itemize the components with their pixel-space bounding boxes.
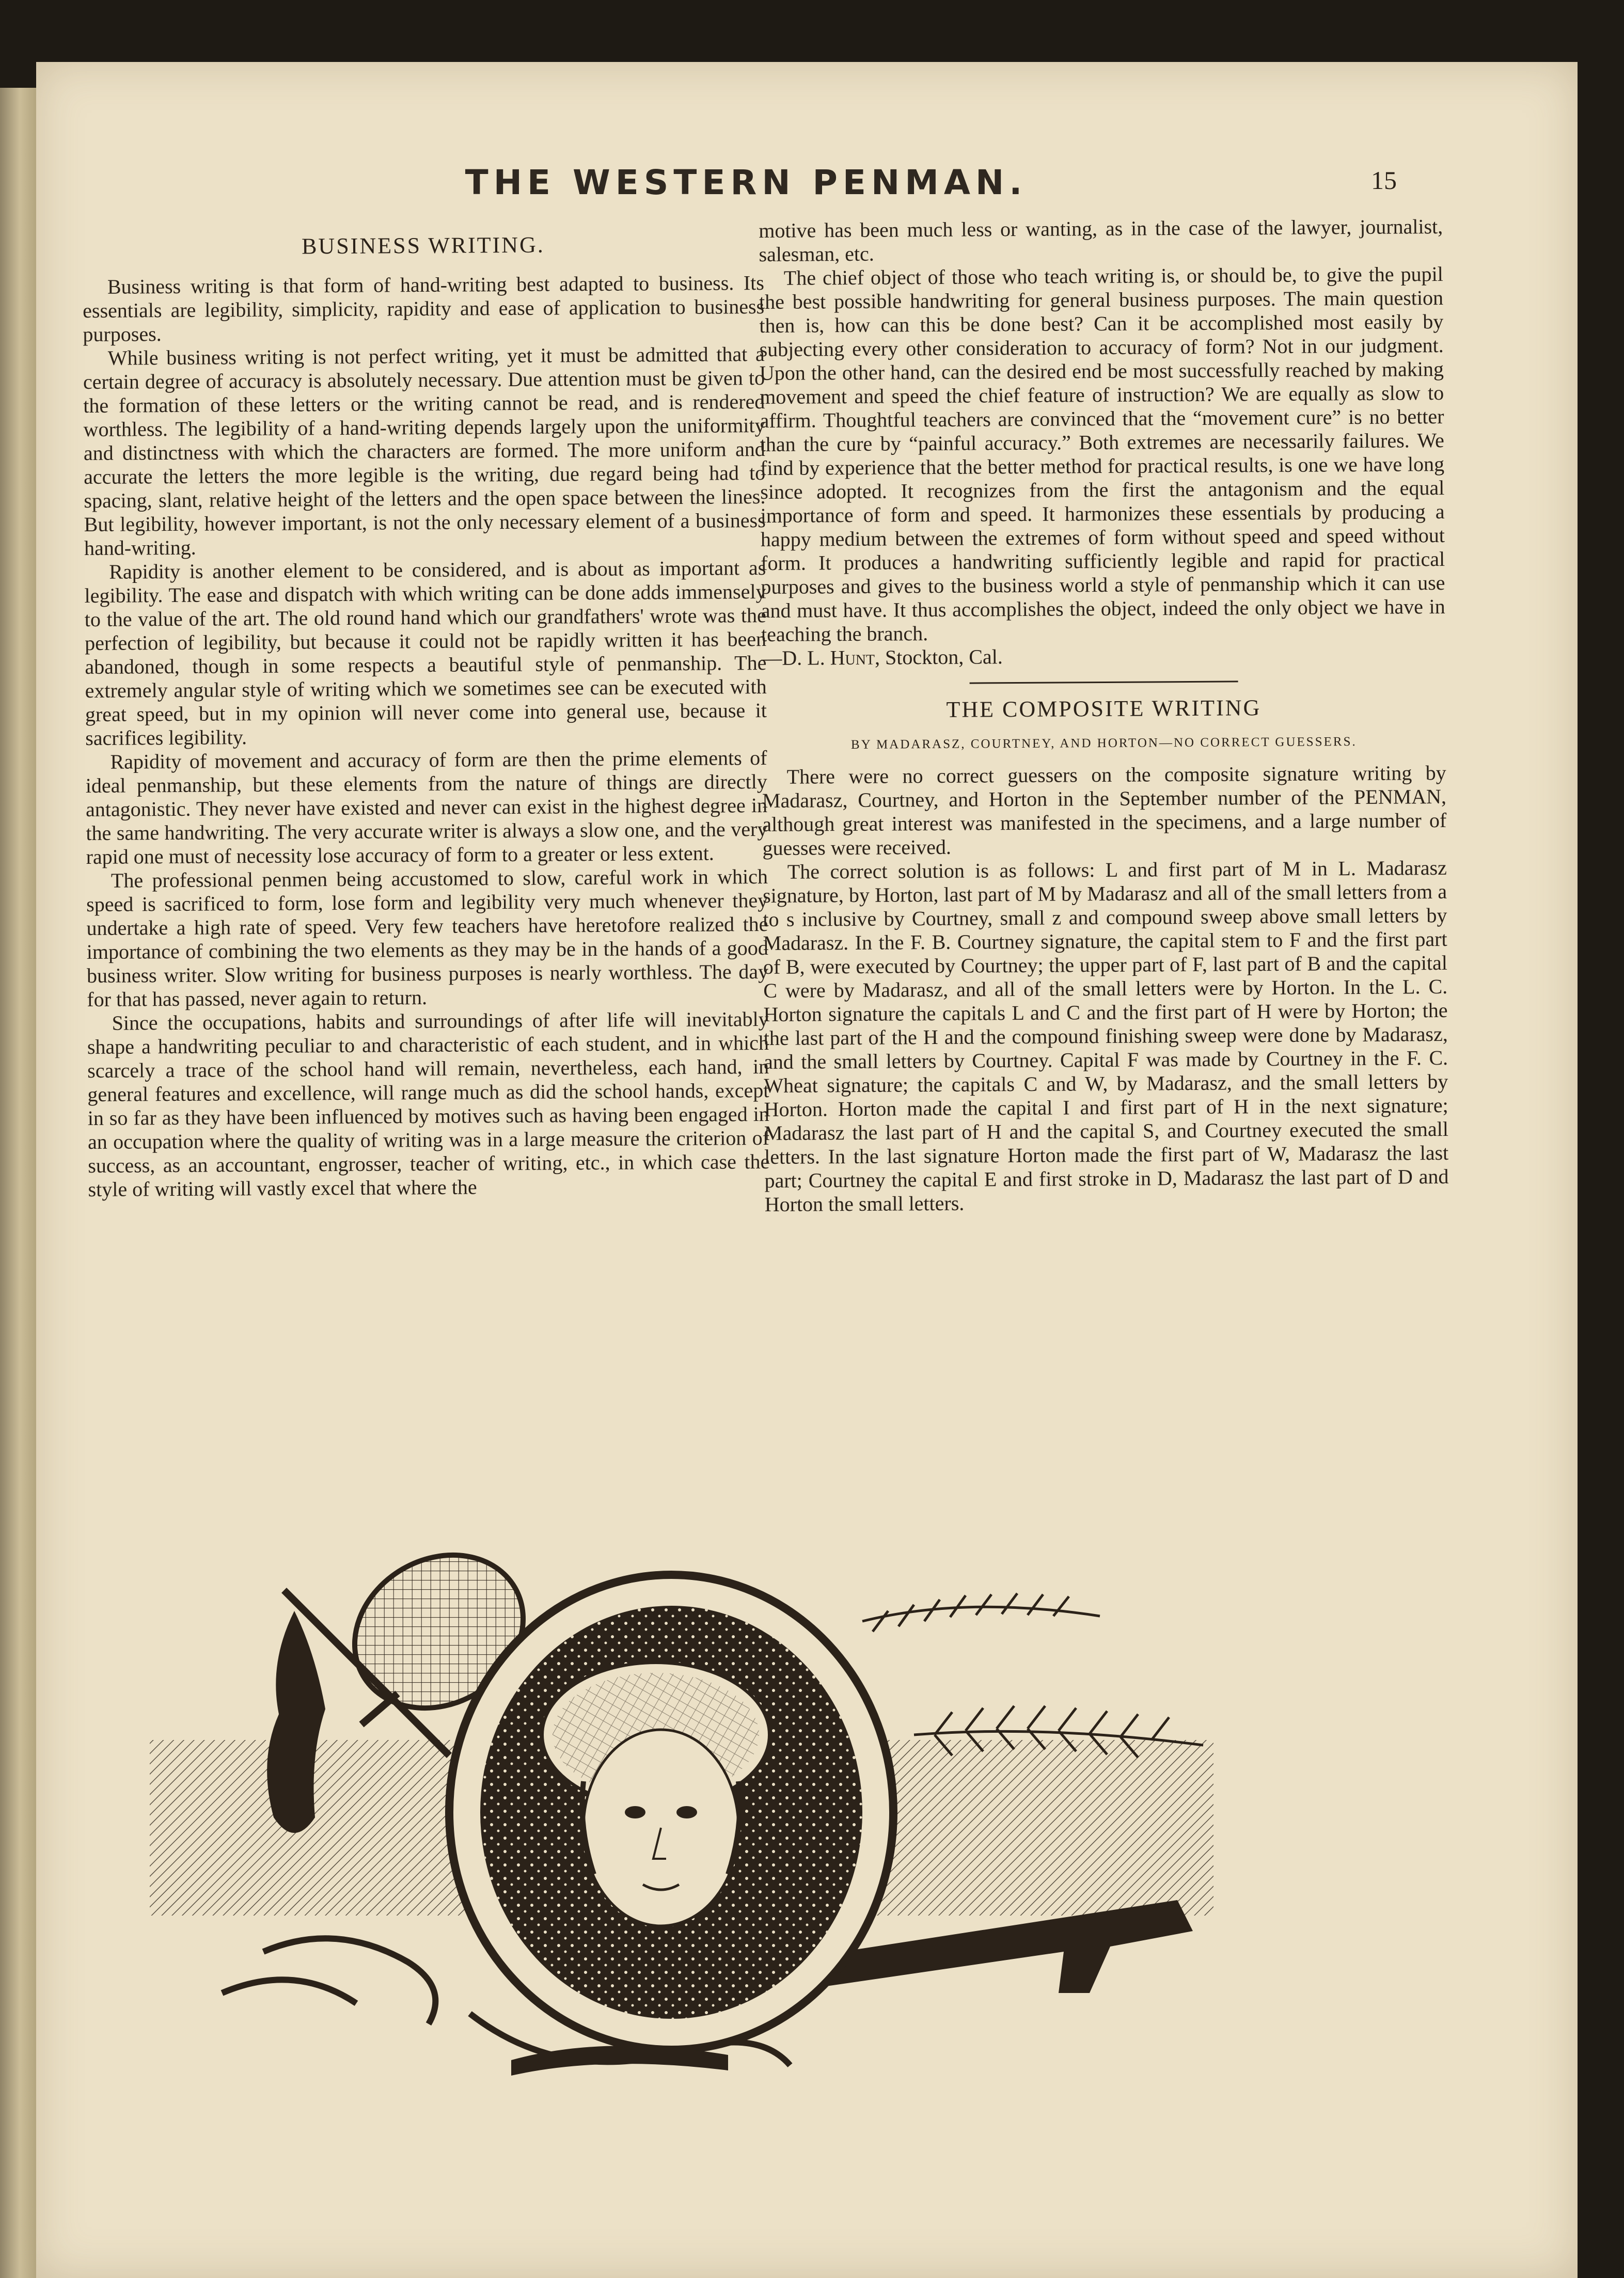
composite-writing-heading: THE COMPOSITE WRITING [946,695,1262,722]
adjacent-page-edge [0,88,36,2278]
author-signature [761,642,1445,670]
business-paragraph: Rapidity of movement and accuracy of form are then the prime elements of ideal penmanship, but these elements from the nature of things are directly antagonistic. They never have existed and never can exist in the highest degree in the same handwriting. The very accurate writer is always a slow one, and the very rapid one must of necessity lose accuracy of form to a greater or less extent. [85,746,768,869]
business-paragraph: Since the occupations, habits and surroundings of after life will inevitably shape a handwriting peculiar to and characteristic of each student, and in which scarcely a trace of the school hand will remain, nevertheless, each hand, in general features and excellence, will range much as did the school hands, except in so far as they have been influenced by motives such as having been engaged in an occupation where the quality of writing was in a large measure the criterion of success, as an accountant, engrosser, teacher of writing, etc., in which case the style of writing will vastly excel that where the [87,1007,770,1201]
business-continued-paragraph: The chief object of those who teach writing is, or should be, to give the pupil the best possible handwriting for general business purposes. The main question then is, how can this be done best? Can it be accomplished most easily by subjecting every other consideration to accuracy of form? Not in our judgment. Upon the other hand, can the desired end be most successfully reached by making movement and speed the chief feature of instruction? We are equally as slow to affirm. Thoughtful teachers are convinced that the “movement cure” is no better than the cure by “painful accuracy.” Both extremes are necessarily failures. We find by experience that the better method for practical results, is one we have long since adopted. It recognizes from the first the antagonism and the equal importance of form and speed. It harmonizes these essentials by producing a happy medium between the extremes of form without speed and speed without form. It produces a handwriting sufficiently legible and rapid for practical purposes and gives to the business world a style of penmanship which it can use and must have. It thus accomplishes the object, indeed the only object we have in teaching the branch. [759,262,1445,646]
left-column [82,230,769,1201]
page-number: 15 [1371,166,1397,195]
composite-paragraph: There were no correct guessers on the composite signature writing by Madarasz, Courtney, and Horton in the September number of the PENMAN, although great interest was manifested in the specimens, and a large number of guesses were received. [762,761,1447,860]
right-column [759,215,1449,1216]
signature-name: Hunt [830,645,875,670]
signature-prefix: —D. L. [761,646,825,670]
business-paragraph: Business writing is that form of hand-writing best adapted to business. Its essentials are legibility, simplicity, rapidity and ease of application to business purposes. [83,271,765,346]
business-continued-paragraph: motive has been much less or wanting, as in the case of the lawyer, journalist, salesman, etc. [759,214,1443,266]
masthead-title: THE WESTERN PENMAN. [465,163,1028,202]
skater-portrait-medallion [449,1575,893,2050]
document-page [36,62,1578,2278]
business-paragraph: While business writing is not perfect writing, yet it must be admitted that a certain degree of accuracy is absolutely necessary. Due attention must be given to the formation of these letters or the writing cannot be read, and is rendered worthless. The legibility of a hand-writing depends largely upon the uniformity and distinctness with which the characters are formed. The more uniform and accurate the letters the more legible is the writing, due regard being had to spacing, slant, relative height of the letters and the open space between the lines. But legibility, however important, is not the only necessary element of a business hand-writing. [83,342,766,560]
business-paragraph: Rapidity is another element to be considered, and is about as important as legibility. The ease and dispatch with which writing can be done adds immensely to the value of the art. The old round hand which our grandfathers' wrote was the perfection of legibility, but because it could not be rapidly written it has been abandoned, though in some respects a beautiful style of penmanship. The extremely angular style of writing which we sometimes see can be executed with great speed, but in my opinion will never come into general use, because it sacrifices legibility. [84,556,767,750]
composite-paragraph: The correct solution is as follows: L and first part of M in L. Madarasz signature, by Horton, last part of M by Madarasz and all of the small letters from a to s inclusive by Courtney, small z and compound sweep above small letters by Madarasz. In the F. B. Courtney signature, the capital stem to F and the first part of B, were executed by Courtney; the upper part of F, last part of B and the capital C were by Madarasz, and all of the small letters were by Horton. In the L. C. Horton signature the capitals L and C and the first part of H were by Horton; the the last part of the H and the compound finishing sweep were done by Madarasz, and the small letters by Courtney. Capital F was made by Courtney in the F. C. Wheat signature; the capitals C and W, by Madarasz, and the small letters by Horton. Horton made the capital I and first part of H in the next signature; Madarasz the last part of H and the capital S, and Courtney executed the small letters. In the last signature Horton made the first part of W, Madarasz the last part; Courtney the capital E and first stroke in D, Madarasz the last part of D and Horton the small letters. [762,856,1449,1216]
business-paragraph: The professional penmen being accustomed to slow, careful work in which speed is sacrificed to form, lose form and legibility very much whenever they undertake a high rate of speed. Very few teachers have heretofore realized the importance of combining the two elements as they may be in the hands of a good business writer. Slow writing for business purposes is nearly worthless. The day for that has passed, never again to return. [86,864,769,1011]
composite-byline: BY MADARASZ, COURTNEY, AND HORTON—NO CORRECT GUESSERS. [850,735,1357,752]
business-writing-heading: BUSINESS WRITING. [301,232,545,259]
illustration-svg [139,1539,1306,2132]
winter-sports-illustration [139,1539,1306,2132]
article-divider [969,681,1238,684]
fir-branches [862,1593,1203,1758]
signature-suffix: , Stockton, Cal. [874,645,1003,669]
